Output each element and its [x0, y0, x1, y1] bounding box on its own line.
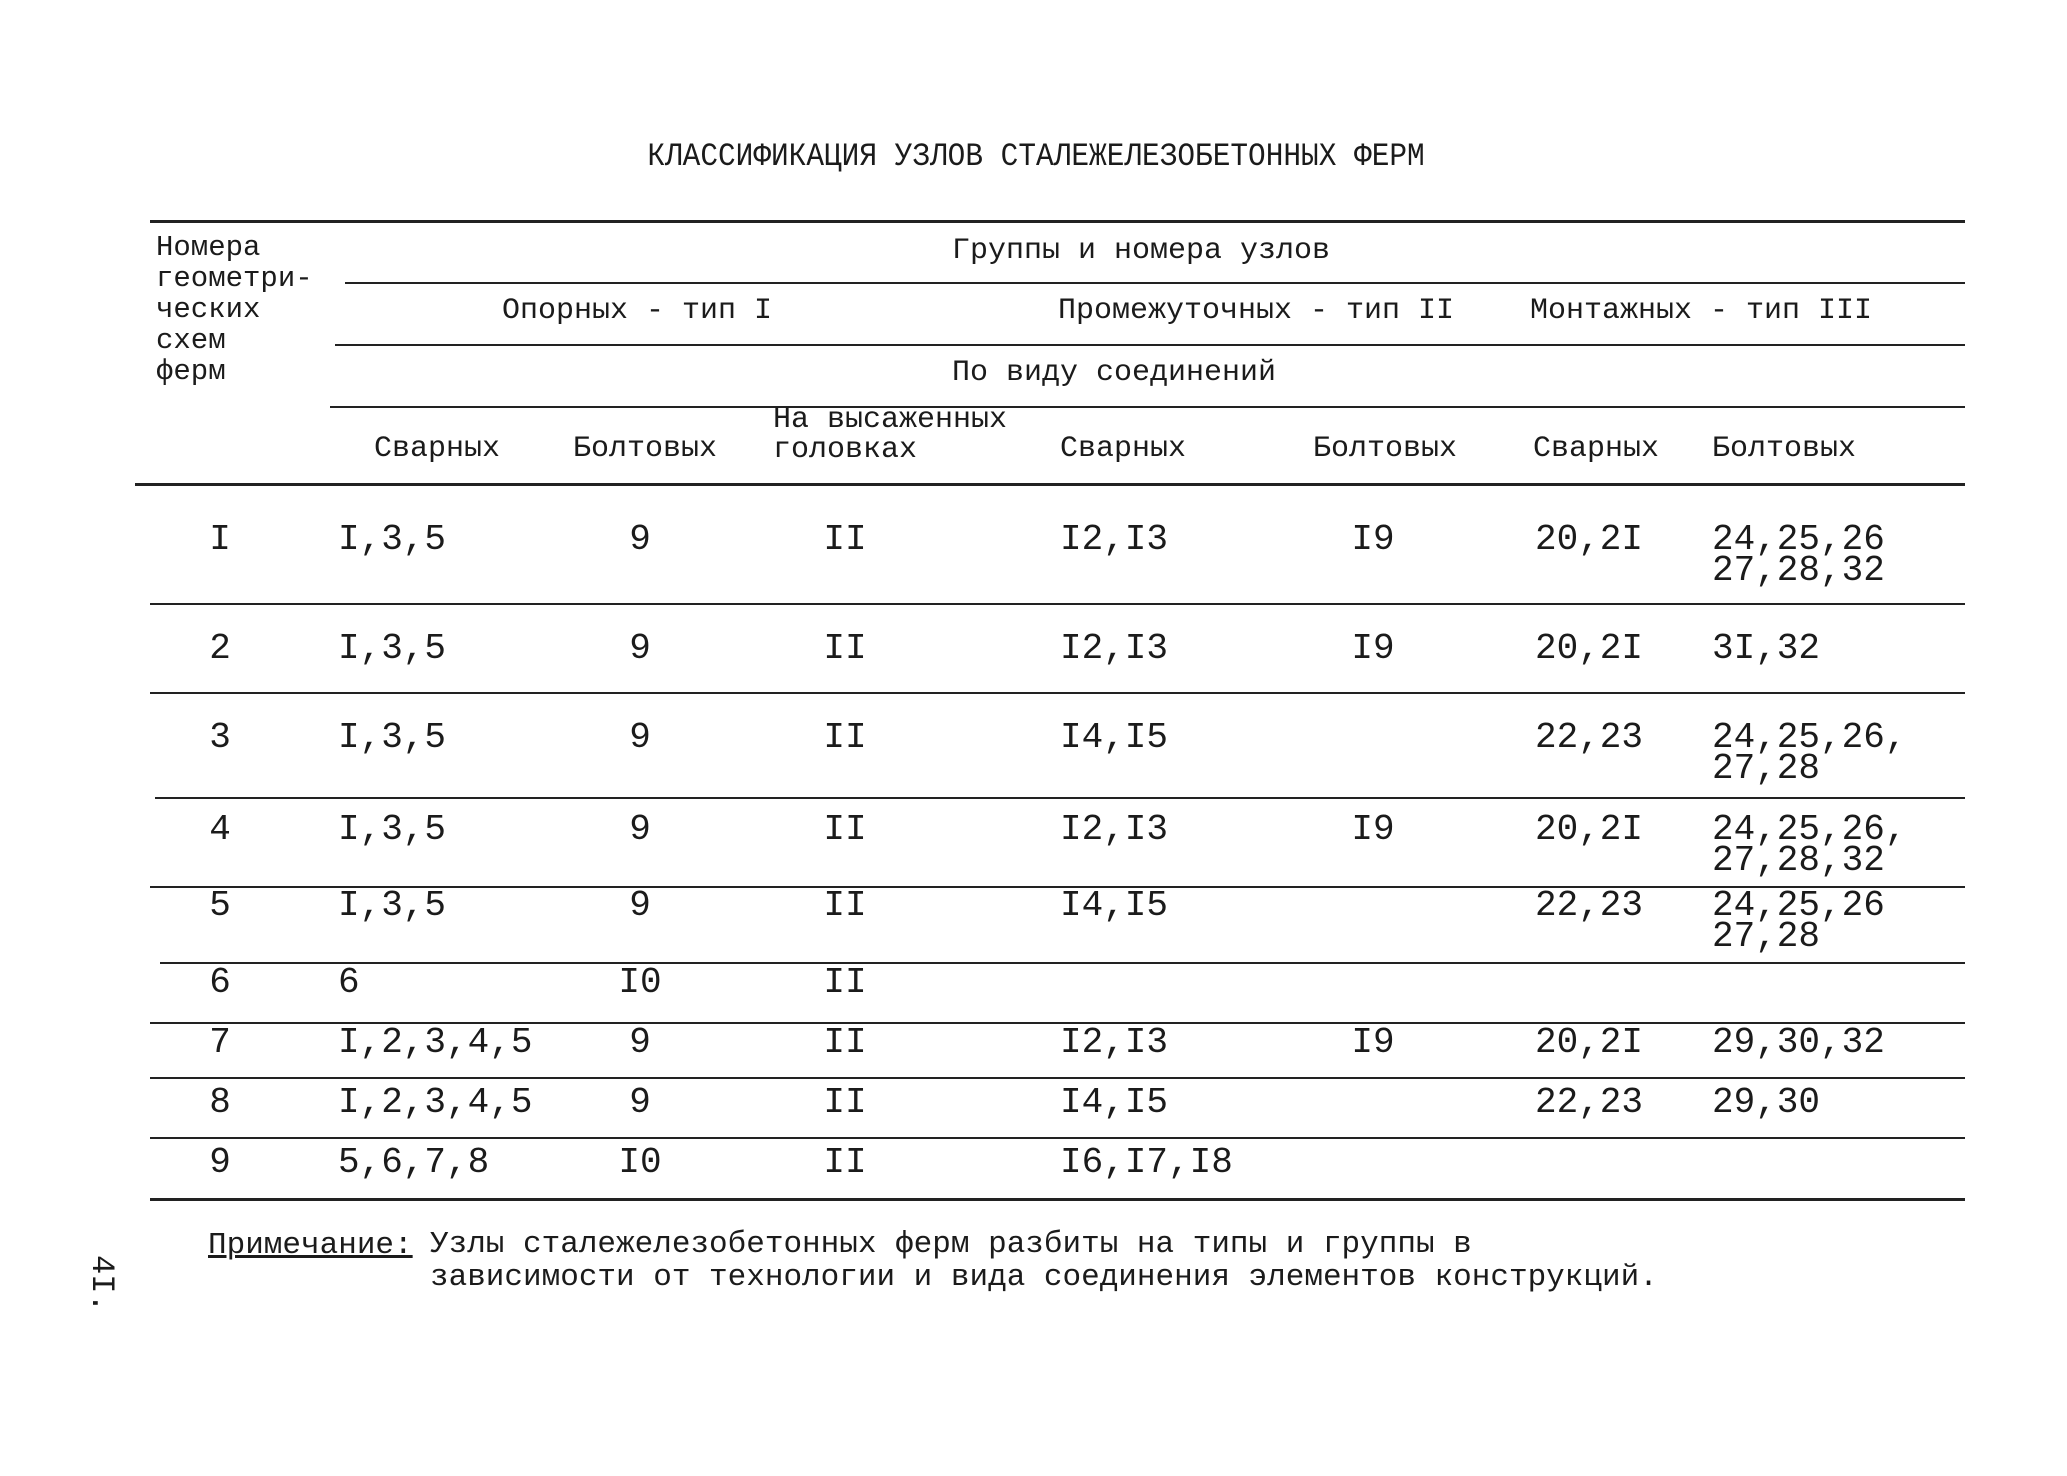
subheader-bolted-1: Болтовых: [573, 432, 718, 466]
table-cell: 6: [338, 962, 360, 1003]
table-cell: II: [823, 519, 867, 560]
table-cell: 9: [629, 717, 651, 758]
table-cell: II: [823, 1082, 867, 1123]
table-cell: I,2,3,4,5: [338, 1022, 533, 1063]
table-cell: 9: [629, 519, 651, 560]
table-cell: 22,23: [1535, 1082, 1644, 1123]
subheader-headed: На высаженных головках: [773, 403, 1008, 467]
subheader-bolted-2: Болтовых: [1313, 432, 1458, 466]
row-number: I: [209, 519, 231, 560]
subheader-welded-2: Сварных: [1060, 432, 1187, 466]
table-cell: 22,23: [1535, 717, 1644, 758]
table-cell: 3I,32: [1712, 628, 1821, 669]
table-rule: [345, 282, 1965, 284]
table-cell: II: [823, 1142, 867, 1183]
note-text: Узлы сталежелезобетонных ферм разбиты на типы и группы в зависимости от технологии и вида соединения элементов конструкций.: [430, 1227, 1658, 1295]
table-cell: II: [823, 1022, 867, 1063]
table-cell: I,3,5: [338, 809, 447, 850]
table-cell: II: [823, 628, 867, 669]
table-cell: I2,I3: [1060, 809, 1169, 850]
table-rule: [150, 1137, 1965, 1139]
row-number: 5: [209, 885, 231, 926]
table-cell: I,3,5: [338, 717, 447, 758]
table-rule: [330, 406, 1965, 408]
row-number: 4: [209, 809, 231, 850]
row-number: 9: [209, 1142, 231, 1183]
subheader-welded-3: Сварных: [1533, 432, 1660, 466]
table-rule: [150, 603, 1965, 605]
table-rule: [135, 483, 1965, 486]
table-cell: I4,I5: [1060, 885, 1169, 926]
type-header-1: Опорных - тип I: [502, 294, 773, 328]
table-rule: [150, 1198, 1965, 1201]
table-cell: 5,6,7,8: [338, 1142, 490, 1183]
table-cell: I,3,5: [338, 628, 447, 669]
page-title: КЛАССИФИКАЦИЯ УЗЛОВ СТАЛЕЖЕЛЕЗОБЕТОННЫХ ФЕРМ: [647, 138, 1425, 175]
table-cell: I,2,3,4,5: [338, 1082, 533, 1123]
table-cell: I6,I7,I8: [1060, 1142, 1233, 1183]
table-cell: I0: [618, 962, 662, 1003]
table-cell: I0: [618, 1142, 662, 1183]
table-cell: I4,I5: [1060, 1082, 1169, 1123]
table-cell: 24,25,26 27,28: [1712, 885, 1885, 957]
table-cell: 20,2I: [1535, 519, 1644, 560]
table-cell: I2,I3: [1060, 519, 1169, 560]
table-cell: 20,2I: [1535, 628, 1644, 669]
connection-header: По виду соединений: [952, 356, 1277, 390]
table-cell: 9: [629, 1022, 651, 1063]
row-number: 2: [209, 628, 231, 669]
table-cell: 9: [629, 628, 651, 669]
groups-header: Группы и номера узлов: [952, 234, 1331, 268]
table-rule: [150, 220, 1965, 223]
table-cell: 29,30: [1712, 1082, 1821, 1123]
table-cell: 24,25,26 27,28,32: [1712, 519, 1885, 591]
table-cell: II: [823, 885, 867, 926]
table-rule: [160, 962, 1965, 964]
table-cell: 9: [629, 1082, 651, 1123]
table-cell: I9: [1351, 519, 1395, 560]
table-cell: 20,2I: [1535, 1022, 1644, 1063]
row-number: 3: [209, 717, 231, 758]
table-cell: II: [823, 717, 867, 758]
row-number: 6: [209, 962, 231, 1003]
table-cell: I,3,5: [338, 885, 447, 926]
subheader-bolted-3: Болтовых: [1712, 432, 1857, 466]
type-header-3: Монтажных - тип III: [1530, 294, 1873, 328]
table-rule: [150, 1077, 1965, 1079]
table-cell: 9: [629, 809, 651, 850]
table-cell: I4,I5: [1060, 717, 1169, 758]
table-cell: 29,30,32: [1712, 1022, 1885, 1063]
row-number: 7: [209, 1022, 231, 1063]
table-cell: II: [823, 962, 867, 1003]
table-cell: I2,I3: [1060, 1022, 1169, 1063]
row-label-header: Номера геометри- ческих схем ферм: [156, 231, 313, 388]
note-label: Примечание:: [208, 1228, 413, 1263]
table-cell: 24,25,26, 27,28,32: [1712, 809, 1907, 881]
subheader-welded-1: Сварных: [374, 432, 501, 466]
table-rule: [155, 797, 1965, 799]
table-cell: II: [823, 809, 867, 850]
table-cell: 9: [629, 885, 651, 926]
table-cell: I9: [1351, 809, 1395, 850]
table-cell: I9: [1351, 628, 1395, 669]
table-cell: I,3,5: [338, 519, 447, 560]
row-number: 8: [209, 1082, 231, 1123]
table-cell: 24,25,26, 27,28: [1712, 717, 1907, 789]
table-rule: [150, 692, 1965, 694]
table-cell: 22,23: [1535, 885, 1644, 926]
table-cell: 20,2I: [1535, 809, 1644, 850]
table-cell: I2,I3: [1060, 628, 1169, 669]
table-cell: I9: [1351, 1022, 1395, 1063]
table-rule: [335, 344, 1965, 346]
page-number: 4I.: [83, 1255, 120, 1313]
type-header-2: Промежуточных - тип II: [1058, 294, 1455, 328]
